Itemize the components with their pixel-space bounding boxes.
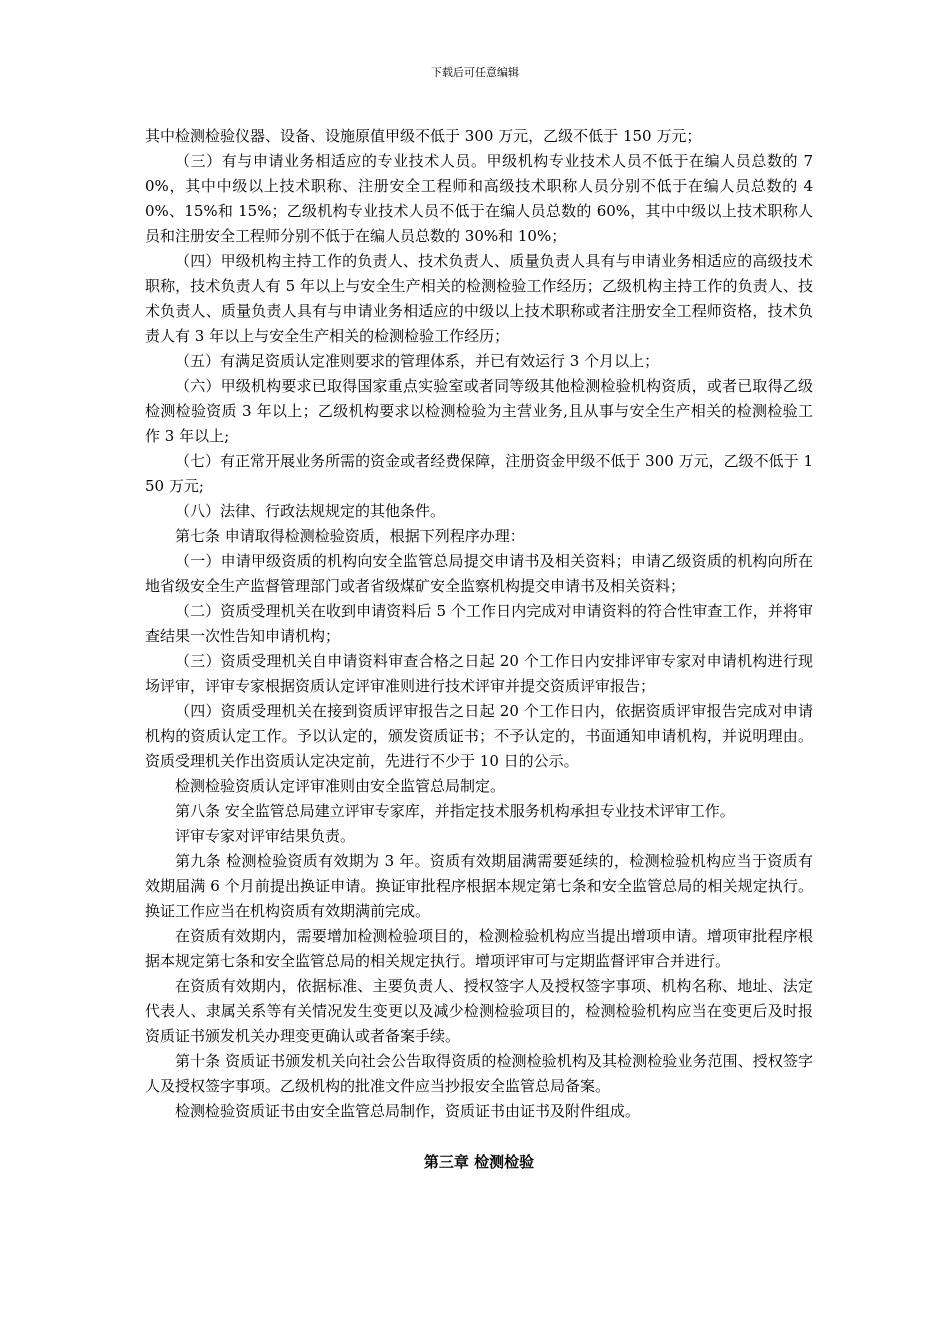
paragraph: （八）法律、行政法规规定的其他条件。 — [175, 502, 446, 520]
paragraph: （四）甲级机构主持工作的负责人、技术负责人、质量负责人具有与申请业务相适应的高级技术职称，技术负责人有 5 年以上与安全生产相关的检测检验工作经历；乙级机构主持工作的负责人、技术负责人、质量负责人具有与申请业务相适应的中级以上技术职称或者注册安全工程师资格，技术负责人有 3 年以上与安全生产相关的检测检验工作经历； — [145, 252, 813, 345]
page-header: 下载后可任意编辑 — [431, 66, 519, 79]
paragraph: 评审专家对评审结果负责。 — [175, 827, 356, 845]
paragraph: 检测检验资质证书由安全监管总局制作，资质证书由证书及附件组成。 — [175, 1102, 641, 1120]
document-body — [145, 124, 813, 1175]
paragraph: （三）资质受理机关自申请资料审查合格之日起 20 个工作日内安排评审专家对申请机构进行现场评审，评审专家根据资质认定评审准则进行技术评审并提交资质评审报告； — [145, 652, 813, 695]
paragraph: （二）资质受理机关在收到申请资料后 5 个工作日内完成对申请资料的符合性审查工作，并将审查结果一次性告知申请机构； — [145, 602, 813, 645]
paragraph: （三）有与申请业务相适应的专业技术人员。甲级机构专业技术人员不低于在编人员总数的 70%，其中中级以上技术职称、注册安全工程师和高级技术职称人员分别不低于在编人员总数的 40%、15%和 15%；乙级机构专业技术人员不低于在编人员总数的 60%，其中中级以上技术职称人员和注册安全工程师分别不低于在编人员总数的 30%和 10%； — [145, 152, 813, 245]
article-heading: 第九条 检测检验资质有效期为 3 年。资质有效期届满需要延续的，检测检验机构应当于资质有效期届满 6 个月前提出换证申请。换证审批程序根据本规定第七条和安全监管总局的相关规定执行。换证工作应当在机构资质有效期满前完成。 — [145, 852, 813, 920]
paragraph: 在资质有效期内，需要增加检测检验项目的，检测检验机构应当提出增项申请。增项审批程序根据本规定第七条和安全监管总局的相关规定执行。增项评审可与定期监督评审合并进行。 — [145, 927, 813, 970]
paragraph: 其中检测检验仪器、设备、设施原值甲级不低于 300 万元，乙级不低于 150 万元； — [145, 127, 702, 145]
article-heading: 第八条 安全监管总局建立评审专家库，并指定技术服务机构承担专业技术评审工作。 — [175, 802, 735, 820]
paragraph: 检测检验资质认定评审准则由安全监管总局制定。 — [175, 777, 506, 795]
paragraph: （四）资质受理机关在接到资质评审报告之日起 20 个工作日内，依据资质评审报告完成对申请机构的资质认定工作。予以认定的，颁发资质证书；不予认定的，书面通知申请机构，并说明理由。资质受理机关作出资质认定决定前，先进行不少于 10 日的公示。 — [145, 702, 813, 770]
paragraph: （一）申请甲级资质的机构向安全监管总局提交申请书及相关资料；申请乙级资质的机构向所在地省级安全生产监督管理部门或者省级煤矿安全监察机构提交申请书及相关资料； — [145, 552, 813, 595]
paragraph: 在资质有效期内，依据标准、主要负责人、授权签字人及授权签字事项、机构名称、地址、法定代表人、隶属关系等有关情况发生变更以及减少检测检验项目的，检测检验机构应当在变更后及时报资质证书颁发机关办理变更确认或者备案手续。 — [145, 977, 813, 1045]
paragraph: （五）有满足资质认定准则要求的管理体系，并已有效运行 3 个月以上； — [175, 352, 660, 370]
article-heading: 第七条 申请取得检测检验资质，根据下列程序办理： — [175, 527, 525, 545]
article-heading: 第十条 资质证书颁发机关向社会公告取得资质的检测检验机构及其检测检验业务范围、授权签字人及授权签字事项。乙级机构的批准文件应当抄报安全监管总局备案。 — [145, 1052, 813, 1095]
paragraph: （七）有正常开展业务所需的资金或者经费保障，注册资金甲级不低于 300 万元，乙级不低于 150 万元; — [145, 452, 813, 495]
chapter-title: 第三章 检测检验 — [423, 1153, 535, 1171]
paragraph: （六）甲级机构要求已取得国家重点实验室或者同等级其他检测检验机构资质，或者已取得乙级检测检验资质 3 年以上；乙级机构要求以检测检验为主营业务,且从事与安全生产相关的检测检验工作 3 年以上; — [145, 377, 813, 445]
